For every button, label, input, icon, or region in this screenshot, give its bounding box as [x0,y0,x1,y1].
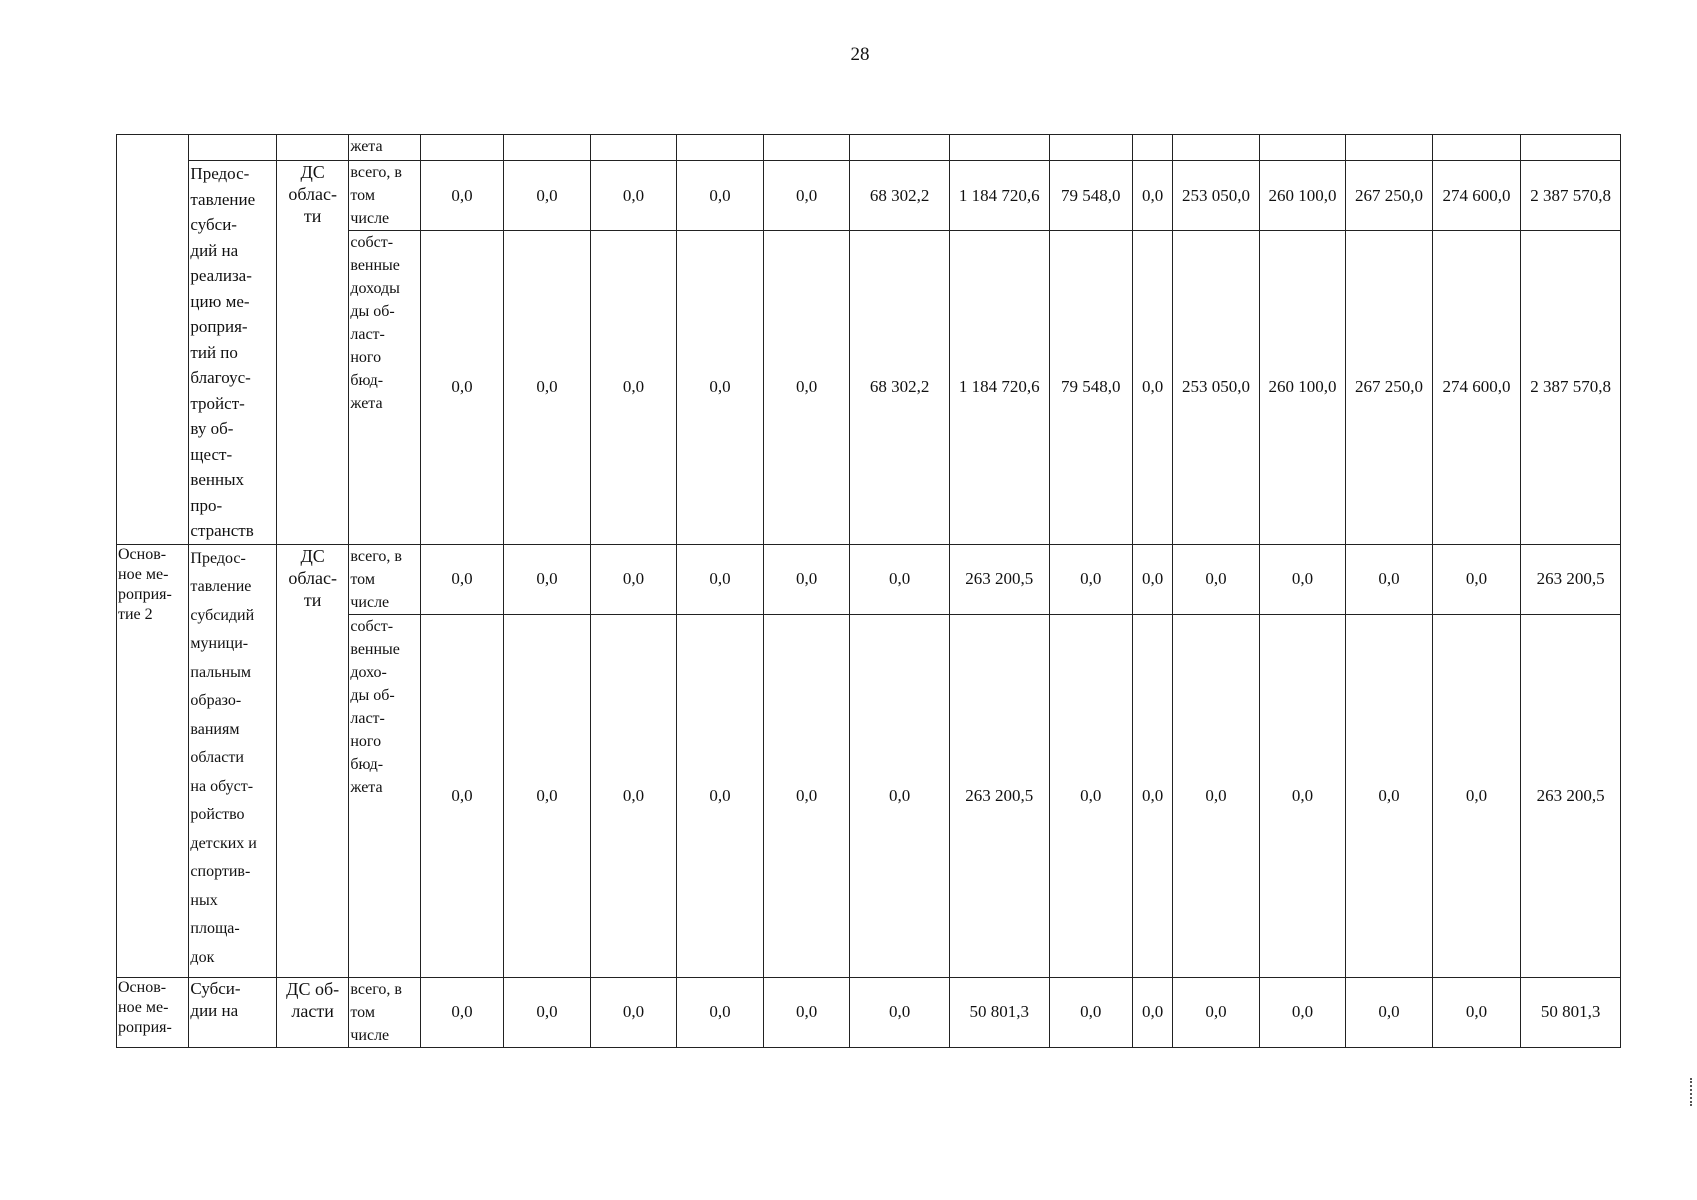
cell-line: образо- [190,692,242,709]
cell-line: ласт- [350,326,385,344]
cell-line: ти [303,589,322,610]
cell-line: роприя- [118,585,172,603]
value-cell: 0,0 [1432,544,1521,614]
value-cell: 0,0 [763,977,850,1047]
cell-line: жета [350,778,383,796]
value-cell: 274 600,0 [1432,231,1521,544]
value-cell: 79 548,0 [1049,161,1132,231]
cell-line: собст- [350,234,394,252]
main-activity-cell [117,544,189,977]
value-cell: 0,0 [677,977,764,1047]
activity-name-cell [189,544,277,977]
category-cell [349,614,420,977]
cell-line: числе [350,210,390,227]
value-cell: 0,0 [1259,977,1346,1047]
value-cell: 0,0 [1133,231,1173,544]
value-cell: 0,0 [590,544,677,614]
cell-line: Основ- [118,545,167,563]
cell-line: тройст- [190,393,245,413]
cell-line: дий на [190,240,239,260]
cell-line: всего, в [350,980,402,998]
category-cell [349,231,420,544]
value-cell: 2 387 570,8 [1521,231,1621,544]
main-activity-cell [117,977,189,1047]
value-cell: 68 302,2 [850,161,950,231]
cell-line: спортив- [190,863,251,880]
continued-row [117,135,1621,161]
cell-line: пальным [190,663,251,681]
value-cell: 0,0 [590,614,677,977]
value-cell: 0,0 [677,614,764,977]
main-activity-cell [117,135,189,545]
value-cell: 50 801,3 [1521,977,1621,1047]
value-cell: 0,0 [1049,544,1132,614]
value-cell: 0,0 [590,161,677,231]
cell-line: ДС об- [286,978,340,999]
value-cell: 0,0 [504,544,591,614]
value-cell: 263 200,5 [1521,544,1621,614]
cell-line: благоус- [190,368,251,387]
value-cell: 0,0 [1173,977,1260,1047]
source-cell [276,544,348,977]
value-cell: 0,0 [1133,544,1173,614]
value-cell: 0,0 [590,977,677,1047]
value-cell: 0,0 [1432,977,1521,1047]
cell-line: жета [350,395,383,413]
cell-line: дохо- [350,663,387,681]
cell-line: ву об- [190,419,234,438]
cell-line: Предос- [190,549,246,567]
cell-line: тавление [190,189,256,209]
table-row [117,977,1621,1047]
value-cell: 0,0 [420,977,503,1047]
cell-line: муници- [190,635,249,652]
cell-line: ДС [300,162,325,182]
cell-line: ти [303,206,322,226]
cell-line: тавление [190,578,252,595]
value-cell: 263 200,5 [1521,614,1621,977]
value-cell: 0,0 [1133,614,1173,977]
cell-line: док [190,948,215,966]
cell-line: цию ме- [190,291,250,311]
cell-line: том [350,187,375,204]
cell-line: Предос- [190,164,250,183]
value-cell: 1 184 720,6 [949,161,1049,231]
cell-line: числе [350,1026,390,1044]
cell-line: ласти [291,1000,334,1021]
value-cell: 0,0 [1259,614,1346,977]
cell-line: ДС [300,545,325,566]
cell-line: числе [350,593,390,611]
cell-line: ное ме- [118,565,169,583]
cell-line: бюд- [350,372,384,390]
value-cell: 263 200,5 [949,544,1049,614]
source-cell [276,977,348,1047]
value-cell: 0,0 [677,231,764,544]
cell-line: про- [190,495,223,515]
value-cell: 0,0 [590,231,677,544]
cell-line: тий по [190,342,238,362]
value-cell: 0,0 [763,544,850,614]
cell-line: Основ- [118,978,167,996]
cell-line: дии на [190,1000,239,1020]
value-cell: 0,0 [677,161,764,231]
value-cell: 50 801,3 [949,977,1049,1047]
value-cell: 267 250,0 [1346,161,1433,231]
category-cell: жета [349,135,420,161]
cell-line: ваниям [190,720,240,738]
activity-name-cell [189,977,277,1047]
cell-line: ды об- [350,303,395,321]
cell-line: венные [350,640,400,658]
cell-line: венных [190,470,245,489]
value-cell: 1 184 720,6 [949,231,1049,544]
value-cell: 0,0 [1049,977,1132,1047]
value-cell: 0,0 [1133,161,1173,231]
value-cell: 0,0 [1133,977,1173,1047]
value-cell: 0,0 [420,161,503,231]
value-cell: 0,0 [504,614,591,977]
cell-line: ды об- [350,686,395,704]
page-number: 28 [850,44,870,65]
value-cell: 0,0 [1346,614,1433,977]
cell-line: области [190,749,244,766]
value-cell: 0,0 [1432,614,1521,977]
category-cell [349,161,420,231]
source-cell [276,161,348,545]
cell-line: собст- [350,617,394,635]
activity-name-cell [189,161,277,545]
cell-line: странств [190,521,254,540]
value-cell: 0,0 [763,161,850,231]
value-cell: 267 250,0 [1346,231,1433,544]
cell-line: на обуст- [190,777,254,795]
cell-line: том [350,570,375,588]
cell-line: реализа- [190,266,252,285]
value-cell: 253 050,0 [1173,161,1260,231]
table-row [117,544,1621,614]
value-cell: 274 600,0 [1432,161,1521,231]
value-cell: 0,0 [504,161,591,231]
cell-line: субсидий [190,606,255,624]
cell-line: венные [350,257,400,275]
cell-line: облас- [288,567,337,588]
value-cell: 0,0 [1259,544,1346,614]
table-row [117,161,1621,231]
value-cell: 0,0 [420,231,503,544]
value-cell: 0,0 [850,544,950,614]
cell-line: ных [190,891,218,909]
value-cell: 0,0 [850,977,950,1047]
cell-line: роприя- [190,317,248,336]
value-cell: 79 548,0 [1049,231,1132,544]
cell-line: Субси- [190,978,241,998]
margin-mark [1690,1078,1694,1106]
value-cell: 0,0 [420,614,503,977]
cell-line: тие 2 [118,605,153,623]
value-cell: 0,0 [1346,544,1433,614]
cell-line: всего, в [350,547,402,565]
cell-line: роприя- [118,1018,172,1036]
value-cell: 253 050,0 [1173,231,1260,544]
value-cell: 0,0 [1173,614,1260,977]
cell-line: ного [350,732,382,750]
budget-table [116,134,1621,1048]
value-cell: 0,0 [1173,544,1260,614]
value-cell: 0,0 [420,544,503,614]
cell-line: ное ме- [118,998,169,1016]
value-cell: 0,0 [504,231,591,544]
value-cell: 260 100,0 [1259,231,1346,544]
value-cell: 68 302,2 [850,231,950,544]
cell-line: субси- [190,215,237,234]
cell-line: ласт- [350,709,385,727]
category-cell [349,977,420,1047]
value-cell: 260 100,0 [1259,161,1346,231]
category-cell [349,544,420,614]
cell-line: бюд- [350,755,384,773]
value-cell: 0,0 [677,544,764,614]
value-cell: 0,0 [763,614,850,977]
value-cell: 0,0 [1346,977,1433,1047]
cell-line: том [350,1003,375,1021]
value-cell: 0,0 [850,614,950,977]
cell-line: облас- [288,184,337,204]
cell-line: ного [350,349,382,367]
cell-line: доходы [350,280,400,298]
value-cell: 0,0 [763,231,850,544]
value-cell: 0,0 [1049,614,1132,977]
cell-line: площа- [190,920,240,937]
cell-line: ройство [190,806,245,823]
cell-line: щест- [190,444,233,464]
cell-line: всего, в [350,164,402,181]
value-cell: 2 387 570,8 [1521,161,1621,231]
value-cell: 263 200,5 [949,614,1049,977]
value-cell: 0,0 [504,977,591,1047]
cell-line: детских и [190,834,257,852]
